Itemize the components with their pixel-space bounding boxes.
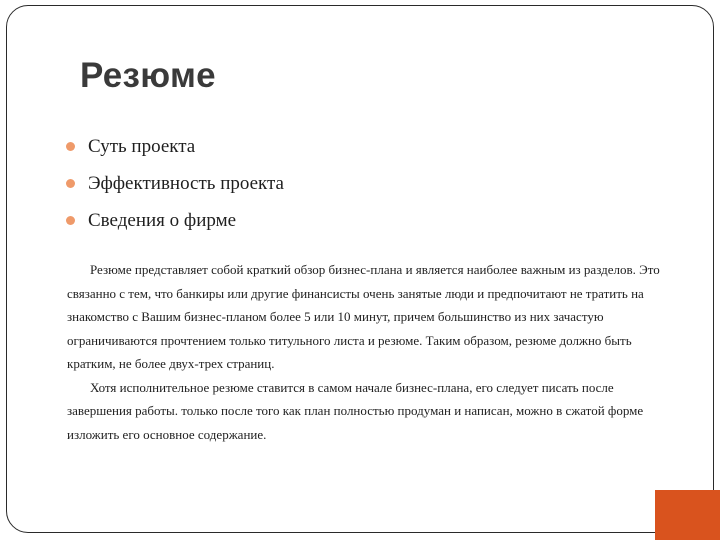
bullet-dot-icon (66, 216, 75, 225)
bullet-item (66, 165, 284, 202)
bullet-text: Сведения о фирме (88, 209, 237, 231)
slide-title: Резюме (80, 56, 216, 95)
bullet-item (66, 202, 284, 239)
bullet-list (66, 128, 284, 239)
bullet-item (66, 128, 284, 165)
bullet-text: Эффективность проекта (88, 172, 284, 194)
bullet-dot-icon (66, 142, 75, 151)
body-text (67, 258, 667, 446)
body-paragraph: Резюме представляет собой краткий обзор бизнес-плана и является наиболее важным из разделов. Это связанно с тем, что банкиры или другие финансисты очень занятые люди и предпочитают не тратить на знакомство с Вашим бизнес-планом более 5 или 10 минут, причем большинство из них зачастую ограничиваются прочтением только титульного листа и резюме. Таким образом, резюме должно быть кратким, не более двух-трех страниц. (67, 262, 660, 371)
body-paragraph: Хотя исполнительное резюме ставится в самом начале бизнес-плана, его следует писать после завершения работы. только после того как план полностью продуман и написан, можно в сжатой форме изложить его основное содержание. (67, 379, 644, 442)
accent-block (655, 490, 720, 540)
bullet-dot-icon (66, 179, 75, 188)
bullet-text: Суть проекта (88, 135, 196, 157)
